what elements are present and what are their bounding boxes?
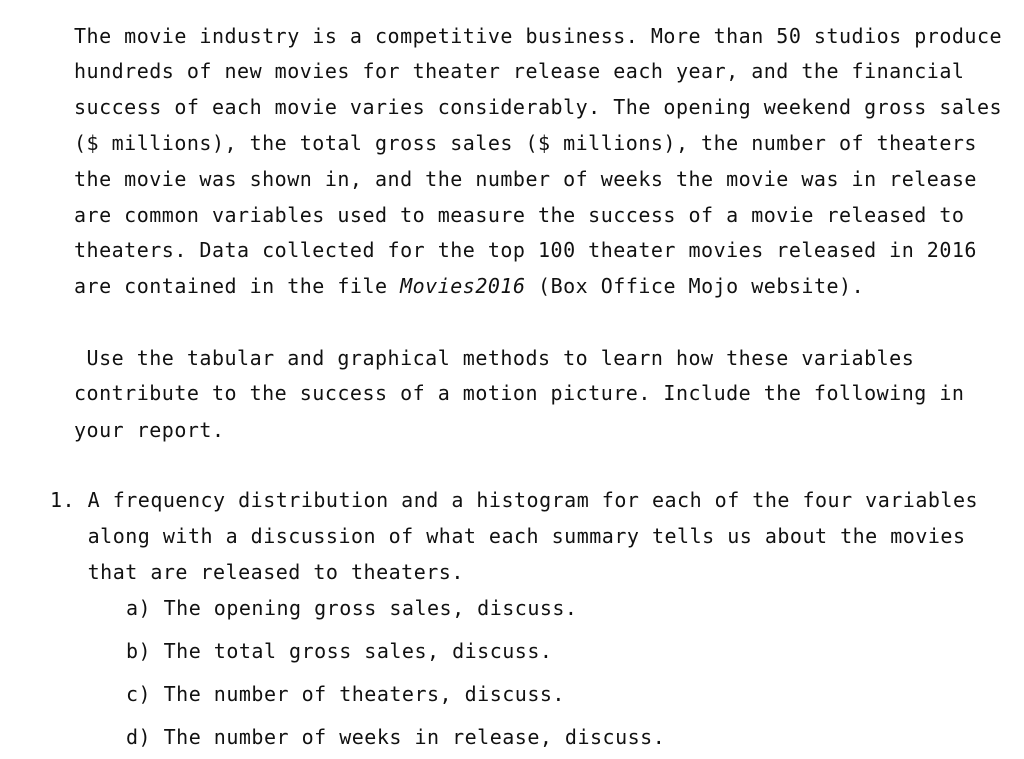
intro-line: ($ millions), the total gross sales ($ millions), the number of theaters — [74, 131, 977, 155]
instructions-line: Use the tabular and graphical methods to learn how these variables — [74, 346, 915, 370]
question-1-item-d: d) The number of weeks in release, discuss. — [126, 725, 666, 749]
intro-line: theaters. Data collected for the top 100 theater movies released in 2016 — [74, 238, 977, 262]
question-1-line: 1. A frequency distribution and a histogram for each of the four variables — [50, 488, 979, 512]
instructions-line: contribute to the success of a motion picture. Include the following in — [74, 381, 965, 405]
intro-last-line-end: (Box Office Mojo website). — [525, 274, 865, 298]
file-name: Movies2016 — [400, 274, 526, 298]
question-1-line: that are released to theaters. — [50, 560, 464, 584]
question-1-line: along with a discussion of what each summary tells us about the movies — [50, 524, 966, 548]
intro-line: are common variables used to measure the success of a movie released to — [74, 203, 965, 227]
intro-line: hundreds of new movies for theater release each year, and the financial — [74, 59, 965, 83]
intro-last-line — [74, 274, 864, 298]
intro-line: The movie industry is a competitive business. More than 50 studios produce — [74, 24, 1003, 48]
intro-last-line-start: are contained in the file — [74, 274, 401, 298]
instructions-line: your report. — [74, 418, 225, 442]
intro-line: the movie was shown in, and the number of weeks the movie was in release — [74, 167, 977, 191]
question-1-item-a: a) The opening gross sales, discuss. — [126, 596, 578, 620]
question-1-item-b: b) The total gross sales, discuss. — [126, 639, 553, 663]
intro-line: success of each movie varies considerably. The opening weekend gross sales — [74, 95, 1003, 119]
question-1-item-c: c) The number of theaters, discuss. — [126, 682, 565, 706]
